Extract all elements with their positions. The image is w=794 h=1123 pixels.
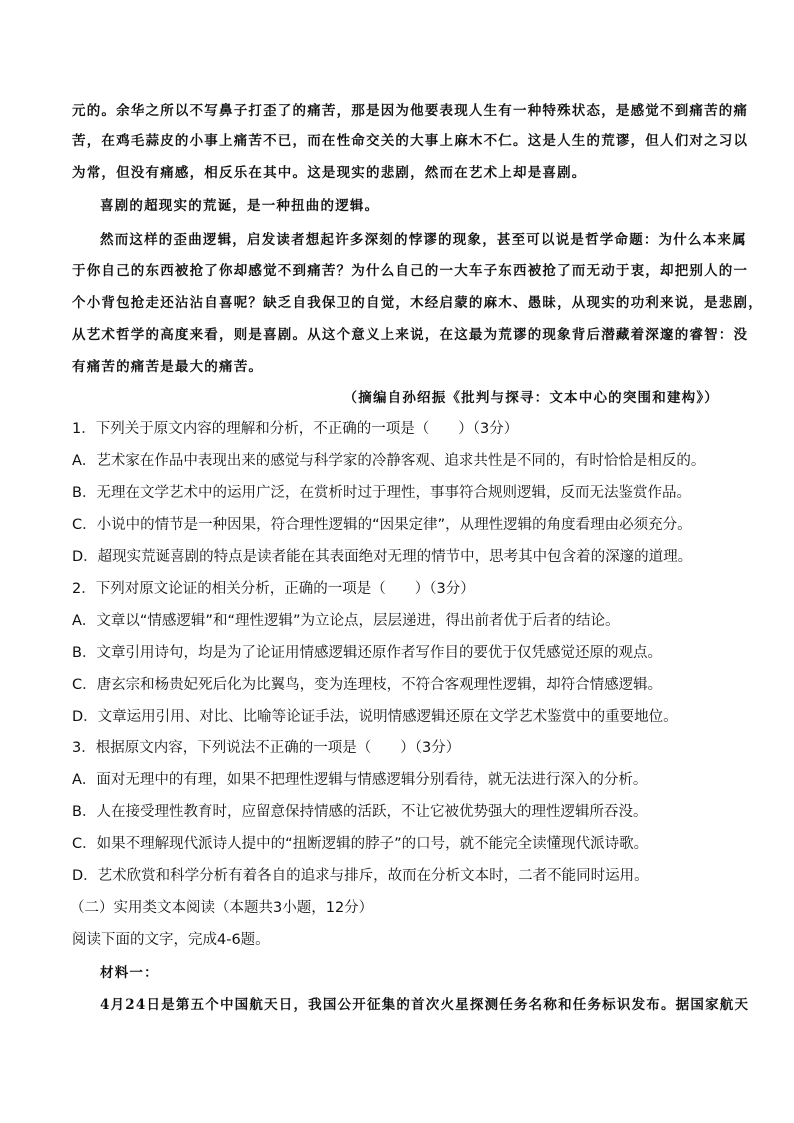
passage-line: 个小背包抢走还沾沾自喜呢？缺乏自我保卫的自觉，木经启蒙的麻木、愚昧，从现实的功利来说，是悲剧， <box>72 295 763 311</box>
passage-line: 喜剧的超现实的荒诞，是一种扭曲的逻辑。 <box>100 198 380 214</box>
passage-line: 为常，但没有痛感，相反乐在其中。这是现实的悲剧，然而在艺术上却是喜剧。 <box>72 165 587 181</box>
question-2-option-b: B．文章引用诗句，均是为了论证用情感逻辑还原作者写作目的要优于仅凭感觉还原的观点。 <box>72 645 662 661</box>
passage-line: 元的。余华之所以不写鼻子打歪了的痛苦，那是因为他要表现人生有一种特殊状态，是感觉不到痛苦的痛 <box>72 103 749 119</box>
question-1-option-d: D．超现实荒诞喜剧的特点是读者能在其表面绝对无理的情节中，思考其中包含着的深邃的道理。 <box>72 549 693 565</box>
passage-line: 有痛苦的痛苦是最大的痛苦。 <box>72 359 264 375</box>
passage-line: 然而这样的歪曲逻辑，启发读者想起许多深刻的悖谬的现象，甚至可以说是哲学命题：为什么本来属 <box>100 232 747 248</box>
passage-source: （摘编自孙绍振《批判与探寻：文本中心的突围和建构》） <box>343 390 719 406</box>
passage-line: 苦，在鸡毛蒜皮的小事上痛苦不已，而在性命交关的大事上麻木不仁。这是人生的荒谬，但人们对之习以 <box>72 133 749 149</box>
passage-line: 从艺术哲学的高度来看，则是喜剧。从这个意义上来说，在这最为荒谬的现象背后潜藏着深邃的睿智：没 <box>72 327 749 343</box>
question-3-option-c: C．如果不理解现代派诗人提中的“扭断逻辑的脖子”的口号，就不能完全读懂现代派诗歌。 <box>72 836 649 852</box>
question-1-option-b: B．无理在文学艺术中的运用广泛，在赏析时过于理性，事事符合规则逻辑，反而无法鉴赏作品。 <box>72 485 691 501</box>
question-1-stem: 1．下列关于原文内容的理解和分析，不正确的一项是（ ）（3分） <box>72 421 519 437</box>
section-heading: （二）实用类文本阅读（本题共3小题，12分） <box>70 900 374 916</box>
question-1-option-c: C．小说中的情节是一种因果，符合理性逻辑的“因果定律”，从理性逻辑的角度看理由必须充分。 <box>72 517 692 533</box>
question-2-option-c: C．唐玄宗和杨贵妃死后化为比翼鸟，变为连理枝，不符合客观理性逻辑，却符合情感逻辑。 <box>72 677 663 693</box>
material-first-line: 4月24日是第五个中国航天日，我国公开征集的首次火星探测任务名称和任务标识发布。据国家航天 <box>100 997 750 1013</box>
question-3-option-d: D．艺术欣赏和科学分析有着各自的追求与排斥，故而在分析文本时，二者不能同时运用。 <box>72 868 649 884</box>
material-label: 材料一： <box>100 965 159 981</box>
passage-line: 于你自己的东西被抢了你却感觉不到痛苦？为什么自己的一大车子东西被抢了而无动于衷，却把别人的一 <box>72 263 749 279</box>
question-3-option-a: A．面对无理中的有理，如果不把理性逻辑与情感逻辑分别看待，就无法进行深入的分析。 <box>72 772 648 788</box>
question-3-stem: 3．根据原文内容，下列说法不正确的一项是（ ）（3分） <box>72 740 461 756</box>
question-1-option-a: A．艺术家在作品中表现出来的感觉与科学家的冷静客观、追求共性是不同的，有时恰恰是相反的。 <box>72 453 706 469</box>
question-2-option-a: A．文章以“情感逻辑”和“理性逻辑”为立论点，层层递进，得出前者优于后者的结论。 <box>72 613 620 629</box>
question-2-stem: 2．下列对原文论证的相关分析，正确的一项是（ ）（3分） <box>72 581 475 597</box>
section-instruction: 阅读下面的文字，完成4-6题。 <box>72 932 270 948</box>
question-3-option-b: B．人在接受理性教育时，应留意保持情感的活跃，不让它被优势强大的理性逻辑所吞没。 <box>72 804 648 820</box>
question-2-option-d: D．文章运用引用、对比、比喻等论证手法，说明情感逻辑还原在文学艺术鉴赏中的重要地位。 <box>72 709 678 725</box>
